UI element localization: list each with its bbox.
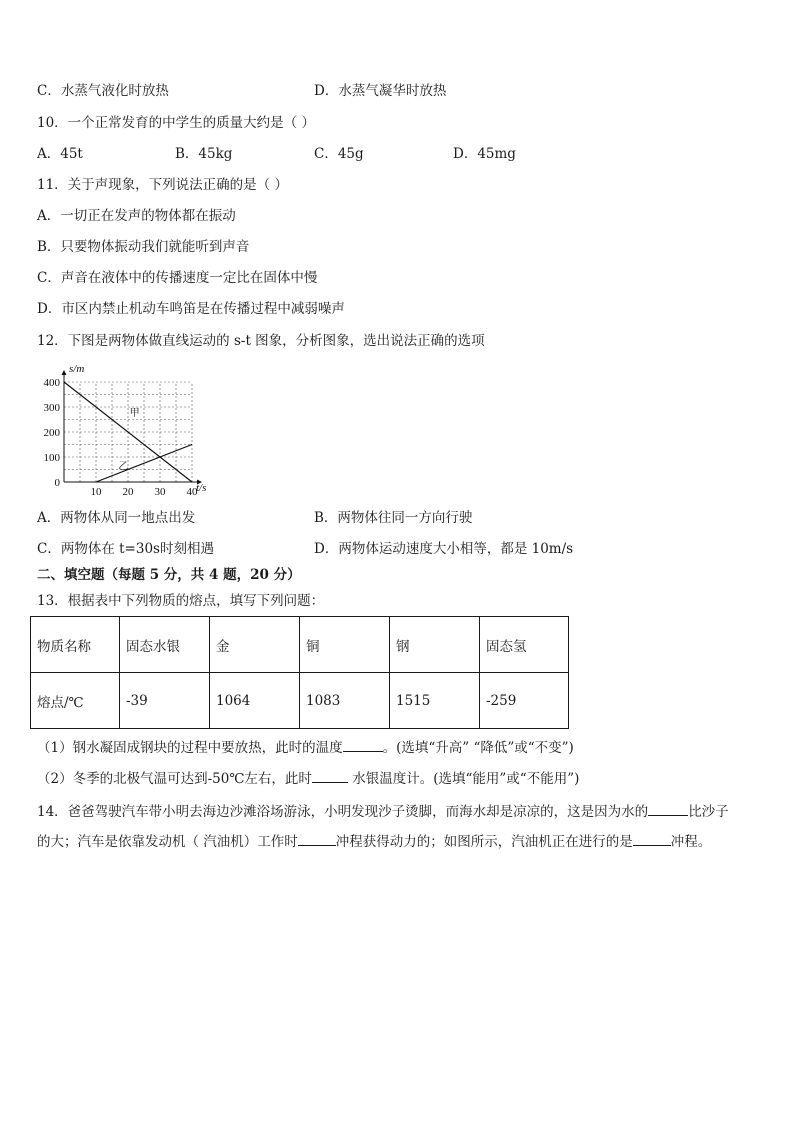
q10-option-d: D．45mg [453, 146, 516, 162]
table-row [31, 617, 569, 673]
table-cell: 金 [210, 617, 300, 673]
answer-blank[interactable] [312, 768, 348, 783]
table-cell: -259 [480, 673, 569, 729]
y-tick-label: 0 [54, 477, 60, 489]
q14-text-e: 冲程。 [670, 834, 712, 850]
q10-option-c: C．45g [314, 146, 364, 162]
q13-sub2-text-a: （2）冬季的北极气温可达到-50℃左右，此时 [37, 771, 312, 787]
q13-sub1-text-b: 。(选填“升高” “降低”或“不变”) [382, 740, 574, 756]
q14-text-d: 冲程获得动力的；如图所示，汽油机正在进行的是 [335, 834, 633, 850]
q11-option-d: D．市区内禁止机动车鸣笛是在传播过程中减弱噪声 [37, 301, 345, 317]
q14-line2 [37, 831, 711, 851]
table-cell: 固态氢 [480, 617, 569, 673]
x-tick-label: 20 [122, 486, 134, 498]
q14-text-a: 14．爸爸驾驶汽车带小明去海边沙滩浴场游泳，小明发现沙子烫脚，而海水却是凉凉的，这是因为水的 [37, 804, 649, 820]
q14-line1 [37, 801, 729, 821]
q10-stem: 10．一个正常发育的中学生的质量大约是（ ） [37, 115, 315, 131]
q14-text-c: 的大；汽车是依靠发动机（ 汽油机）工作时 [37, 834, 298, 850]
melting-point-table [30, 616, 569, 729]
chart-labels [44, 363, 207, 498]
q12-stem: 12．下图是两物体做直线运动的 s-t 图象，分析图象，选出说法正确的选项 [37, 333, 485, 349]
q12-option-c: C．两物体在 t=30s时刻相遇 [37, 541, 214, 557]
table-cell: 1515 [390, 673, 480, 729]
q12-option-a: A．两物体从同一地点出发 [37, 510, 196, 526]
table-cell: 熔点/℃ [31, 673, 120, 729]
table-cell: 物质名称 [31, 617, 120, 673]
q11-option-c: C．声音在液体中的传播速度一定比在固体中慢 [37, 270, 318, 286]
q12-option-b: B．两物体往同一方向行驶 [314, 510, 473, 526]
y-tick-label: 400 [43, 377, 60, 389]
y-axis-label: s/m [69, 363, 85, 375]
q12-option-d: D．两物体运动速度大小相等，都是 10m/s [314, 541, 574, 557]
q13-stem: 13．根据表中下列物质的熔点，填写下列问题： [37, 593, 325, 609]
table-cell: 固态水银 [120, 617, 210, 673]
table-cell: -39 [120, 673, 210, 729]
table-cell: 铜 [300, 617, 390, 673]
y-tick-label: 300 [43, 402, 60, 414]
y-tick-label: 100 [43, 452, 60, 464]
q11-option-b: B．只要物体振动我们就能听到声音 [37, 239, 250, 255]
x-tick-label: 30 [154, 486, 166, 498]
x-tick-label: 10 [90, 486, 102, 498]
table-cell: 1064 [210, 673, 300, 729]
q9-option-d: D．水蒸气凝华时放热 [314, 83, 447, 99]
series-label-yi: 乙 [118, 461, 129, 473]
st-graph [30, 362, 207, 500]
table-cell: 钢 [390, 617, 480, 673]
q13-sub2-text-b: 水银温度计。(选填“能用”或“不能用”) [347, 771, 580, 787]
q13-sub1-text-a: （1）钢水凝固成钢块的过程中要放热，此时的温度 [37, 740, 343, 756]
q9-option-c: C．水蒸气液化时放热 [37, 83, 169, 99]
table-cell: 1083 [300, 673, 390, 729]
q10-option-b: B．45kg [175, 146, 233, 162]
answer-blank[interactable] [298, 831, 336, 846]
table-row [31, 673, 569, 729]
x-axis-label: t/s [196, 482, 207, 494]
x-tick-label: 40 [186, 486, 198, 498]
answer-blank[interactable] [343, 737, 383, 752]
series-label-jia: 甲 [129, 407, 140, 419]
q10-option-a: A．45t [37, 146, 83, 162]
answer-blank[interactable] [648, 801, 688, 816]
answer-blank[interactable] [633, 831, 671, 846]
q11-option-a: A．一切正在发声的物体都在振动 [37, 208, 236, 224]
q14-text-b: 比沙子 [688, 804, 729, 820]
q13-sub2 [37, 768, 579, 788]
q13-sub1 [37, 737, 574, 757]
section-heading: 二、填空题（每题 5 分，共 4 题，20 分） [37, 567, 301, 583]
y-axis-arrow [62, 370, 67, 375]
q11-stem: 11．关于声现象，下列说法正确的是（ ） [37, 177, 288, 193]
y-tick-label: 200 [43, 427, 60, 439]
chart-axes [62, 370, 203, 485]
